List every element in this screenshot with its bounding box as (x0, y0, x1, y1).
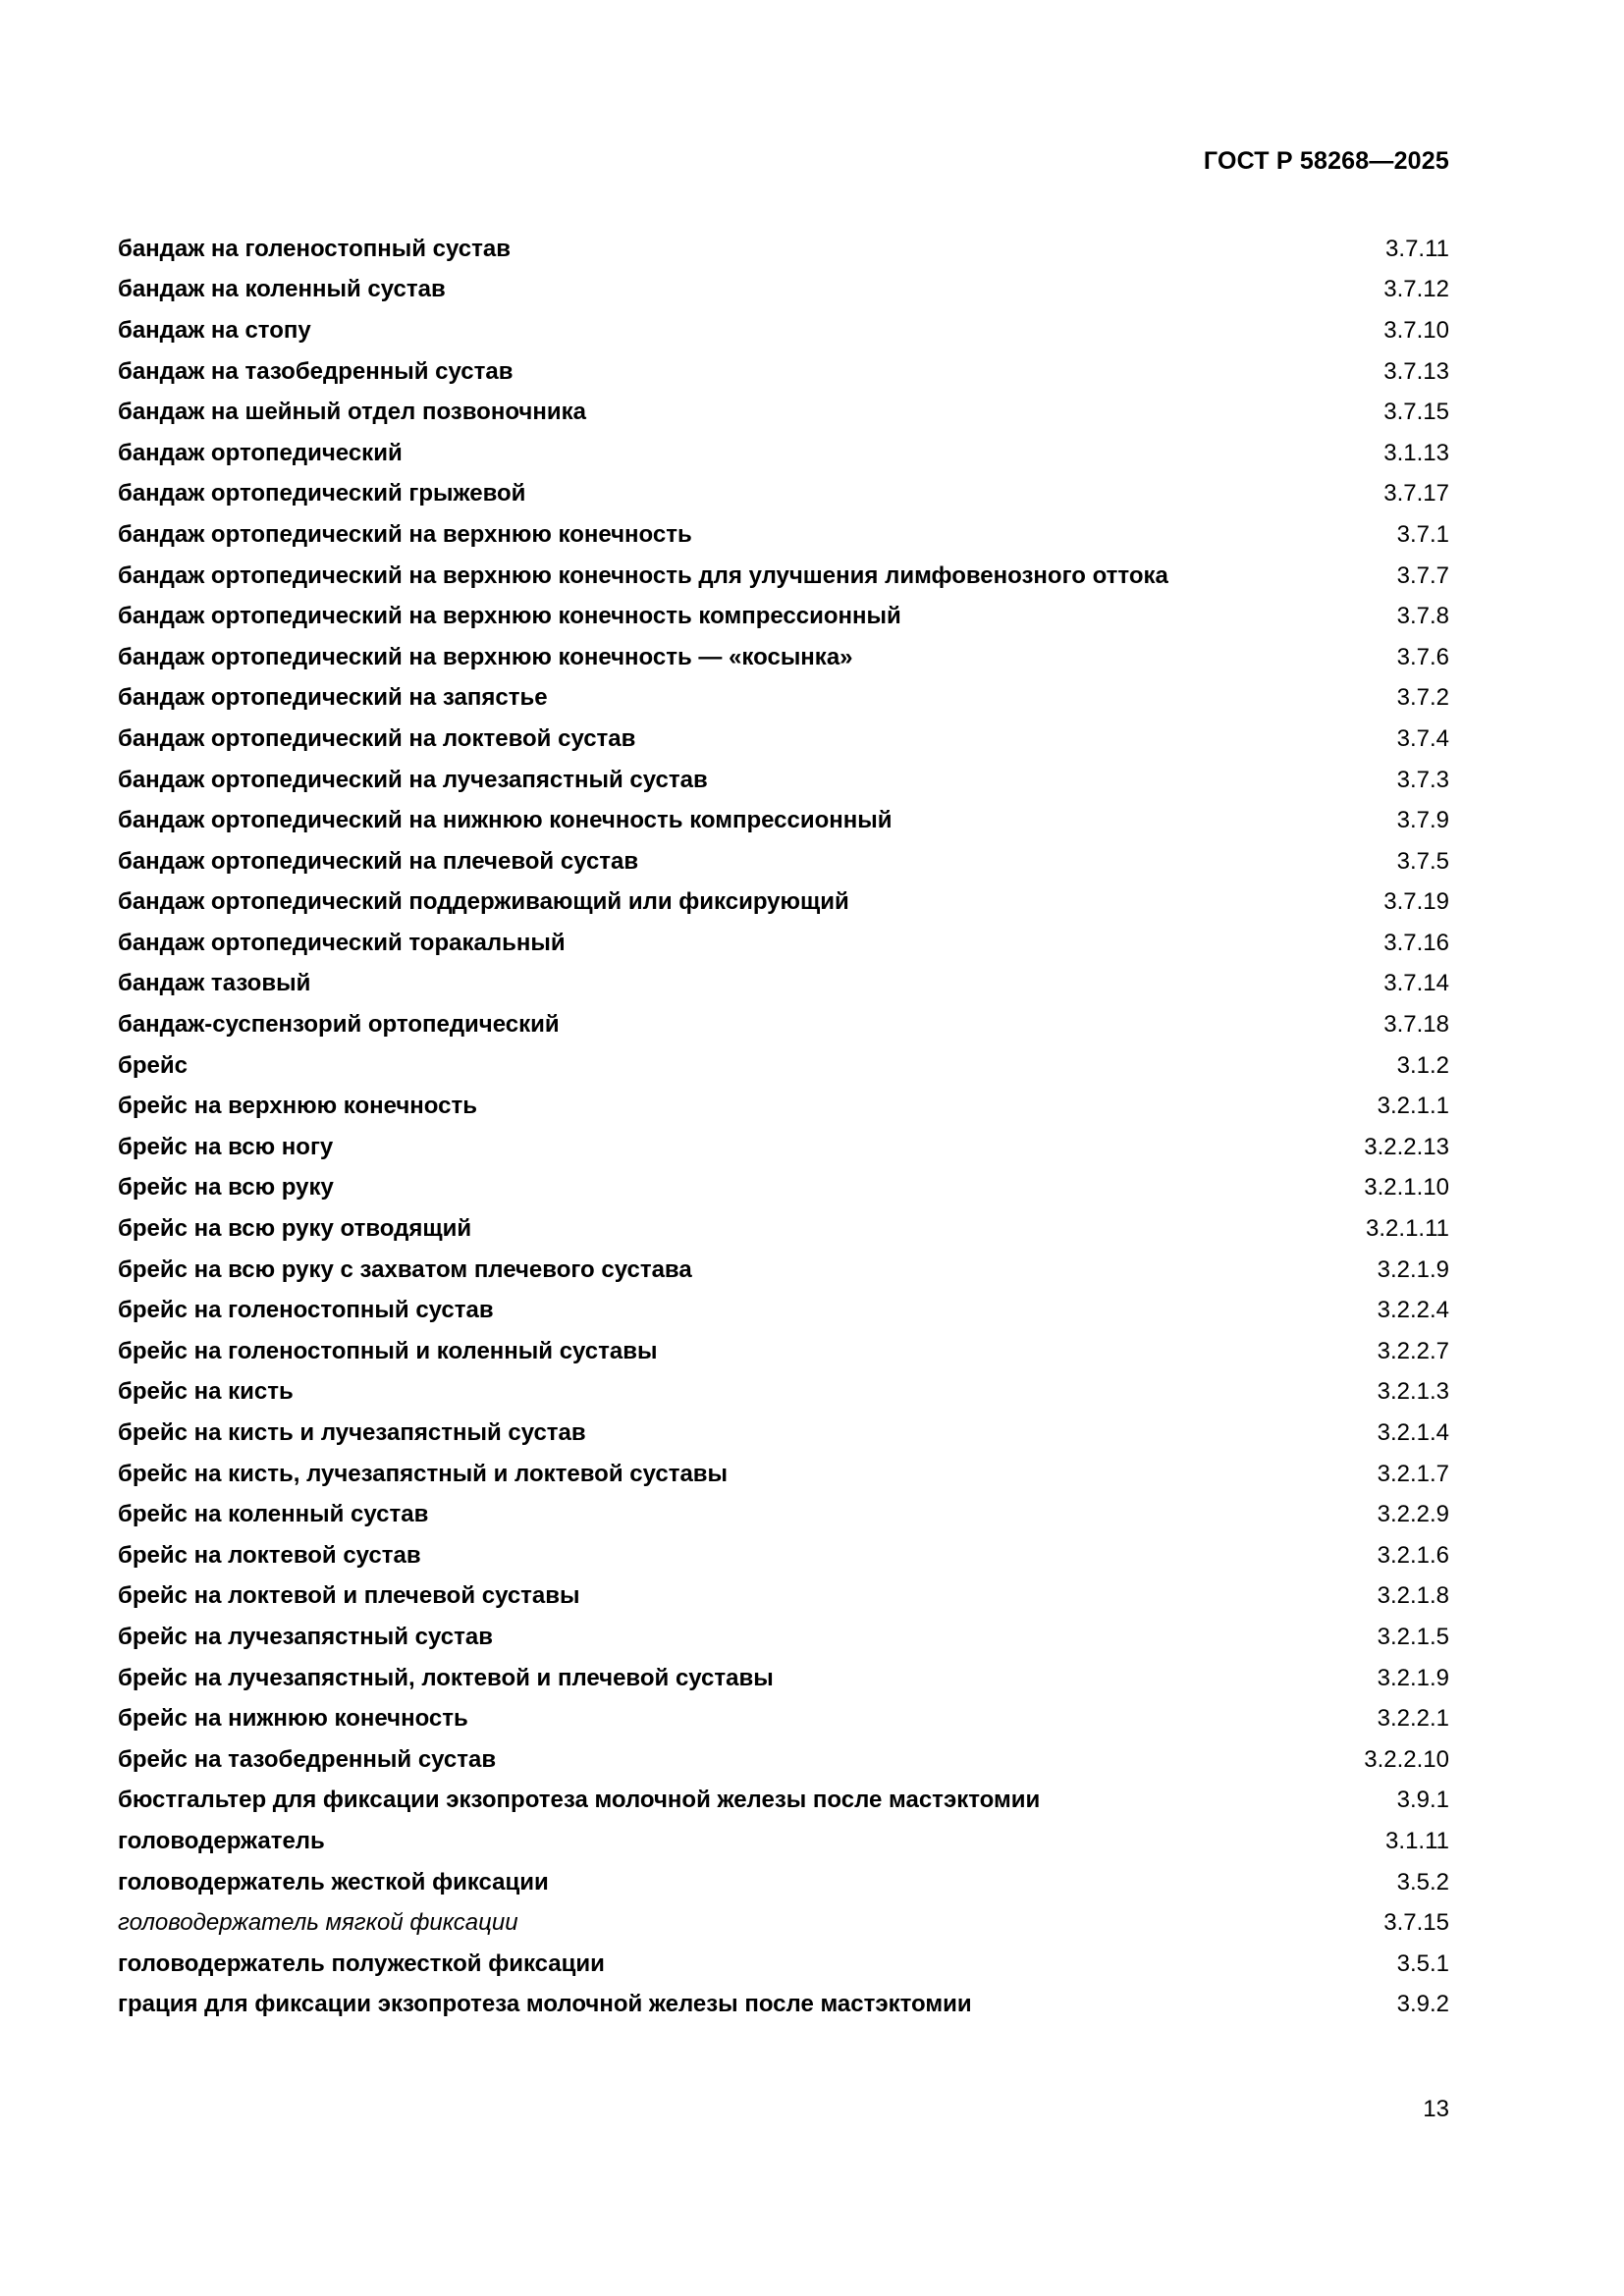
index-entry-row (118, 800, 1449, 841)
index-entry-row (118, 719, 1449, 760)
index-entry-row (118, 514, 1449, 556)
entry-term: бандаж на шейный отдел позвоночника (118, 399, 586, 426)
entry-term: головодержатель (118, 1827, 325, 1854)
entry-ref: 3.7.7 (1396, 561, 1449, 589)
entry-term: брейс на голеностопный и коленный суставы (118, 1337, 658, 1364)
index-entry-row (118, 1862, 1449, 1903)
index-entry-row (118, 1902, 1449, 1944)
entry-ref: 3.1.2 (1396, 1051, 1449, 1079)
entry-term: бандаж тазовый (118, 970, 311, 997)
entry-term: головодержатель жесткой фиксации (118, 1868, 549, 1896)
index-entry-row (118, 1413, 1449, 1454)
entry-term: брейс на лучезапястный сустав (118, 1623, 493, 1650)
index-entry-row (118, 392, 1449, 433)
entry-ref: 3.2.1.1 (1377, 1093, 1449, 1120)
entry-ref: 3.2.2.1 (1377, 1705, 1449, 1733)
entry-ref: 3.2.2.10 (1364, 1745, 1449, 1773)
entry-term: бандаж ортопедический на верхнюю конечность для улучшения лимфовенозного оттока (118, 561, 1168, 589)
index-entry-row (118, 1658, 1449, 1699)
entry-term: брейс на локтевой сустав (118, 1541, 421, 1569)
entry-ref: 3.7.5 (1396, 847, 1449, 875)
index-entry-row (118, 1821, 1449, 1862)
document-title: ГОСТ Р 58268—2025 (1203, 147, 1449, 175)
entry-ref: 3.2.2.4 (1377, 1297, 1449, 1324)
index-entry-row (118, 760, 1449, 801)
index-entry-row (118, 678, 1449, 720)
entry-term: бандаж ортопедический на плечевой сустав (118, 847, 639, 875)
index-entry-row (118, 1372, 1449, 1414)
index-entry-row (118, 433, 1449, 474)
entry-ref: 3.2.1.4 (1377, 1419, 1449, 1447)
entry-ref: 3.2.2.13 (1364, 1133, 1449, 1160)
entry-term: брейс на верхнюю конечность (118, 1093, 477, 1120)
index-entry-row (118, 1454, 1449, 1495)
entry-term: брейс на голеностопный сустав (118, 1297, 494, 1324)
index-entry-row (118, 1208, 1449, 1250)
entry-term: бандаж на стопу (118, 316, 311, 344)
entry-ref: 3.7.12 (1383, 276, 1449, 303)
entry-term: бандаж на голеностопный сустав (118, 235, 511, 262)
index-entry-row (118, 596, 1449, 637)
index-entry-row (118, 637, 1449, 678)
entry-term: бандаж на тазобедренный сустав (118, 357, 514, 385)
entry-ref: 3.7.10 (1383, 316, 1449, 344)
index-entry-row (118, 1168, 1449, 1209)
entry-ref: 3.7.6 (1396, 643, 1449, 670)
entry-term: бандаж ортопедический на нижнюю конечность компрессионный (118, 807, 893, 834)
index-entry-row (118, 1576, 1449, 1618)
entry-term: бандаж ортопедический на верхнюю конечность компрессионный (118, 603, 901, 630)
entry-ref: 3.2.1.7 (1377, 1460, 1449, 1487)
entry-ref: 3.7.13 (1383, 357, 1449, 385)
index-entry-row (118, 1250, 1449, 1291)
index-entry-row (118, 270, 1449, 311)
entry-ref: 3.2.1.3 (1377, 1378, 1449, 1406)
entry-term: брейс на всю ногу (118, 1133, 334, 1160)
entry-ref: 3.5.2 (1396, 1868, 1449, 1896)
entry-term: бандаж ортопедический на запястье (118, 684, 548, 712)
entry-term: бандаж ортопедический поддерживающий или фиксирующий (118, 888, 849, 916)
entry-term: бандаж на коленный сустав (118, 276, 446, 303)
entry-ref: 3.2.2.7 (1377, 1337, 1449, 1364)
index-list (118, 229, 1449, 2025)
entry-ref: 3.9.2 (1396, 1991, 1449, 2018)
entry-ref: 3.7.19 (1383, 888, 1449, 916)
entry-ref: 3.7.1 (1396, 520, 1449, 548)
entry-ref: 3.7.2 (1396, 684, 1449, 712)
index-entry-row (118, 310, 1449, 351)
entry-ref: 3.1.11 (1385, 1827, 1449, 1854)
entry-term: брейс на коленный сустав (118, 1501, 429, 1528)
entry-ref: 3.2.1.10 (1364, 1174, 1449, 1201)
entry-term: бандаж ортопедический на локтевой сустав (118, 724, 636, 752)
entry-ref: 3.2.2.9 (1377, 1501, 1449, 1528)
entry-term: брейс на всю руку с захватом плечевого сустава (118, 1255, 692, 1283)
entry-ref: 3.7.8 (1396, 603, 1449, 630)
entry-term: бандаж ортопедический на верхнюю конечность — «косынка» (118, 643, 853, 670)
index-entry-row (118, 882, 1449, 924)
entry-ref: 3.1.13 (1383, 439, 1449, 466)
entry-ref: 3.7.14 (1383, 970, 1449, 997)
entry-ref: 3.7.9 (1396, 807, 1449, 834)
entry-ref: 3.7.16 (1383, 929, 1449, 956)
entry-term: бандаж ортопедический грыжевой (118, 480, 526, 507)
index-entry-row (118, 474, 1449, 515)
entry-term: головодержатель мягкой фиксации (118, 1909, 518, 1937)
index-entry-row (118, 841, 1449, 882)
entry-term: бандаж-суспензорий ортопедический (118, 1011, 560, 1039)
entry-ref: 3.9.1 (1396, 1787, 1449, 1814)
index-entry-row (118, 1290, 1449, 1331)
entry-ref: 3.7.4 (1396, 724, 1449, 752)
entry-term: брейс на кисть (118, 1378, 294, 1406)
entry-ref: 3.7.18 (1383, 1011, 1449, 1039)
index-entry-row (118, 229, 1449, 270)
entry-ref: 3.7.17 (1383, 480, 1449, 507)
entry-term: бандаж ортопедический на верхнюю конечность (118, 520, 692, 548)
index-entry-row (118, 1004, 1449, 1045)
entry-term: брейс на всю руку отводящий (118, 1215, 472, 1243)
entry-term: брейс на кисть, лучезапястный и локтевой суставы (118, 1460, 729, 1487)
entry-term: грация для фиксации экзопротеза молочной железы после мастэктомии (118, 1991, 972, 2018)
index-entry-row (118, 1698, 1449, 1739)
entry-term: брейс на локтевой и плечевой суставы (118, 1582, 580, 1610)
entry-term: брейс на всю руку (118, 1174, 334, 1201)
index-entry-row (118, 1985, 1449, 2026)
index-entry-row (118, 923, 1449, 964)
entry-ref: 3.7.3 (1396, 766, 1449, 793)
entry-ref: 3.2.1.8 (1377, 1582, 1449, 1610)
index-entry-row (118, 1739, 1449, 1781)
entry-term: брейс на тазобедренный сустав (118, 1745, 497, 1773)
index-entry-row (118, 556, 1449, 597)
index-entry-row (118, 964, 1449, 1005)
page-number: 13 (1423, 2096, 1449, 2122)
entry-ref: 3.2.1.9 (1377, 1664, 1449, 1691)
entry-ref: 3.7.15 (1383, 399, 1449, 426)
entry-term: головодержатель полужесткой фиксации (118, 1949, 605, 1977)
entry-term: бандаж ортопедический (118, 439, 403, 466)
entry-ref: 3.2.1.5 (1377, 1623, 1449, 1650)
entry-ref: 3.2.1.9 (1377, 1255, 1449, 1283)
entry-term: брейс на кисть и лучезапястный сустав (118, 1419, 586, 1447)
entry-term: брейс (118, 1051, 188, 1079)
index-entry-row (118, 351, 1449, 393)
entry-ref: 3.2.1.11 (1366, 1215, 1449, 1243)
index-entry-row (118, 1086, 1449, 1127)
entry-ref: 3.2.1.6 (1377, 1541, 1449, 1569)
entry-term: бандаж ортопедический на лучезапястный сустав (118, 766, 708, 793)
index-entry-row (118, 1781, 1449, 1822)
entry-term: бюстгальтер для фиксации экзопротеза молочной железы после мастэктомии (118, 1787, 1041, 1814)
entry-ref: 3.5.1 (1396, 1949, 1449, 1977)
index-entry-row (118, 1535, 1449, 1576)
entry-term: брейс на лучезапястный, локтевой и плечевой суставы (118, 1664, 774, 1691)
index-entry-row (118, 1045, 1449, 1087)
entry-term: бандаж ортопедический торакальный (118, 929, 566, 956)
entry-ref: 3.7.15 (1383, 1909, 1449, 1937)
index-entry-row (118, 1944, 1449, 1985)
entry-ref: 3.7.11 (1385, 235, 1449, 262)
index-entry-row (118, 1617, 1449, 1658)
index-entry-row (118, 1127, 1449, 1168)
entry-term: брейс на нижнюю конечность (118, 1705, 468, 1733)
index-entry-row (118, 1331, 1449, 1372)
index-entry-row (118, 1494, 1449, 1535)
